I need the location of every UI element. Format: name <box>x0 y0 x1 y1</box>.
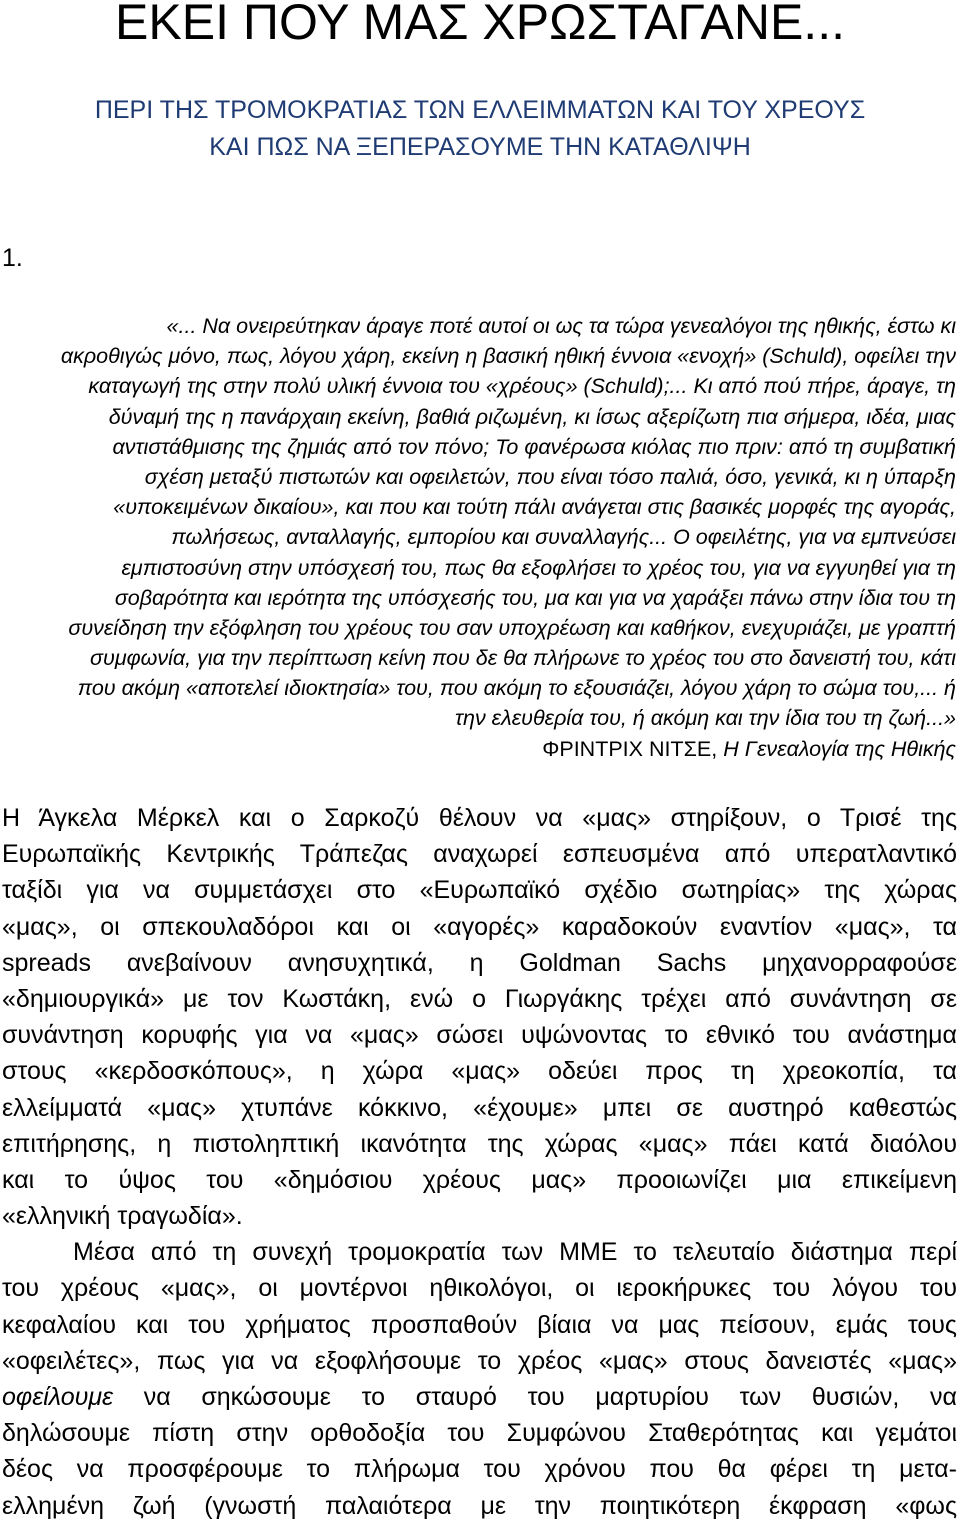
paragraph-line: «ελληνική τραγωδία». <box>2 1202 243 1231</box>
paragraph-line: Ευρωπαϊκής Κεντρικής Τράπεζας αναχωρεί εσπευσμένα από υπερατλαντικό <box>2 840 957 869</box>
paragraph-line: Μέσα από τη συνεχή τρομοκρατία των ΜΜΕ το τελευταίο διάστημα περί <box>73 1238 957 1267</box>
epigraph-line: την ελευθερία του, ή ακόμη και την ίδια του τη ζωή...» <box>454 706 956 731</box>
paragraph-line: δέος να προσφέρουμε το πλήρωμα του χρόνου που θα φέρει τη μετα- <box>2 1455 957 1484</box>
paragraph-line: συνάντηση κορυφής για να «μας» σώσει υψώνοντας το εθνικό του ανάστημα <box>2 1021 957 1050</box>
line-text: να σηκώσουμε το σταυρό του μαρτυρίου των θυσιών, να <box>143 1383 957 1411</box>
epigraph-line: εμπιστοσύνη στην υπόσχεσή του, πως θα εξοφλήσει το χρέος του, για να εγγυηθεί για τη <box>121 555 956 580</box>
epigraph-line: πωλήσεως, ανταλλαγής, εμπορίου και συναλλαγής... Ο οφειλέτης, για να εμπνεύσει <box>171 525 956 550</box>
paragraph-line: «δημιουργικά» με τον Κωστάκη, ενώ ο Γιωργάκης τρέχει από συνάντηση σε <box>2 984 957 1013</box>
epigraph-line: ακροθιγώς μόνο, πως, λόγου χάρη, εκείνη η βασική ηθική έννοια «ενοχή» (Schuld), οφείλει την <box>60 344 956 369</box>
paragraph-line: Η Άγκελα Μέρκελ και ο Σαρκοζύ θέλουν να «μας» στηρίξουν, ο Τρισέ της <box>2 804 957 832</box>
epigraph-line: που ακόμη «αποτελεί ιδιοκτησία» του, που ακόμη το εξουσιάζει, λόγου χάρη το σώμα του,... ή <box>77 676 956 701</box>
document-subtitle <box>0 92 960 166</box>
epigraph-author: ΦΡΙΝΤΡΙΧ ΝΙΤΣΕ, <box>542 736 718 761</box>
paragraph-line: δηλώσουμε πίστη στην ορθοδοξία του Συμφώνου Σταθερότητας και γεμάτοι <box>2 1419 957 1448</box>
epigraph-line: συνείδηση την εξόφληση του χρέους του σαν υποχρέωση και καθήκον, ενεχυριάζει, με γραπτή <box>68 615 956 640</box>
paragraph-line: spreads ανεβαίνουν ανησυχητικά, η Goldman Sachs μηχανορραφούσε <box>2 948 957 977</box>
epigraph-attribution <box>0 734 956 764</box>
document-title: ΕΚΕΙ ΠΟΥ ΜΑΣ ΧΡΩΣΤΑΓΑΝΕ... <box>115 0 845 50</box>
paragraph-line: ελλείμματά «μας» χτυπάνε κόκκινο, «έχουμε» μπει σε αυστηρό καθεστώς <box>2 1093 957 1122</box>
paragraph-line <box>2 1379 957 1415</box>
paragraph-line: του χρέους «μας», οι μοντέρνοι ηθικολόγοι, οι ιεροκήρυκες του λόγου του <box>2 1274 957 1303</box>
paragraph-line: επιτήρησης, η πιστοληπτική ικανότητα της χώρας «μας» πάει κατά διαόλου <box>2 1129 957 1158</box>
epigraph-line: αντιστάθμισης της ζημιάς από τον πόνο; Το φανέρωσα κιόλας πιο πριν: από τη συμβατική <box>112 434 956 459</box>
epigraph-line: «υποκειμένων δικαίου», και που και τούτη πάλι ανάγεται στις βασικές μορφές της αγοράς, <box>113 495 956 520</box>
body-paragraph <box>2 800 957 1234</box>
epigraph-line: δύναμή της η πανάρχαιη εκείνη, βαθιά ριζωμένη, κι ίσως αξερίζωτη πια σήμερα, ιδέα, μιας <box>108 404 956 429</box>
epigraph-line: συμφωνία, για την περίπτωση κείνη που δε θα πλήρωνε το χρέος του στο δανειστή του, κάτι <box>90 646 956 671</box>
paragraph-line: ταξίδι για να συμμετάσχει στο «Ευρωπαϊκό σχέδιο σωτηρίας» της χώρας <box>2 876 957 905</box>
body-text <box>2 800 957 1524</box>
epigraph-line: «... Να ονειρεύτηκαν άραγε ποτέ αυτοί οι ως τα τώρα γενεαλόγοι της ηθικής, έστω κι <box>166 314 956 338</box>
epigraph-line: σχέση μεταξύ πιστωτών και οφειλετών, που είναι τόσο παλιά, όσο, γενικά, κι η ύπαρξη <box>144 464 956 489</box>
paragraph-line: κεφαλαίου και του χρήματος προσπαθούν βίαια να μας πείσουν, εμάς τους <box>2 1310 957 1339</box>
section-number: 1. <box>2 244 23 272</box>
paragraph-line: «οφειλέτες», πως για να εξοφλήσουμε το χρέος «μας» στους δανειστές «μας» <box>2 1346 957 1375</box>
epigraph-line: σοβαρότητα και ιερότητα της υπόσχεσής του, μα και για να χαράξει πάνω στην ίδια του τη <box>114 585 956 610</box>
epigraph-work-title: Η Γενεαλογία της Ηθικής <box>723 736 956 761</box>
body-paragraph <box>2 1234 957 1524</box>
subtitle-line: ΠΕΡΙ ΤΗΣ ΤΡΟΜΟΚΡΑΤΙΑΣ ΤΩΝ ΕΛΛΕΙΜΜΑΤΩΝ ΚΑΙ ΤΟΥ ΧΡΕΟΥΣ <box>94 96 866 124</box>
epigraph-quote <box>0 311 956 764</box>
paragraph-line: στους «κερδοσκόπους», η χώρα «μας» οδεύει προς τη χρεοκοπία, τα <box>2 1057 957 1086</box>
emphasized-word: οφείλουμε <box>2 1383 114 1411</box>
epigraph-line: καταγωγή της στην πολύ υλική έννοια του «χρέους» (Schuld);... Κι από πού πήρε, άραγε, τη <box>88 374 956 399</box>
subtitle-line: ΚΑΙ ΠΩΣ ΝΑ ΞΕΠΕΡΑΣΟΥΜΕ ΤΗΝ ΚΑΤΑΘΛΙΨΗ <box>209 133 751 161</box>
paragraph-line: ελλημένη ζωή (γνωστή παλαιότερα με την ποιητικότερη έκφραση «φως <box>2 1491 957 1520</box>
paragraph-line: και το ύψος του «δημόσιου χρέους μας» προοιωνίζει μια επικείμενη <box>2 1165 957 1194</box>
paragraph-line: «μας», οι σπεκουλαδόροι και οι «αγορές» καραδοκούν εναντίον «μας», τα <box>2 912 957 941</box>
